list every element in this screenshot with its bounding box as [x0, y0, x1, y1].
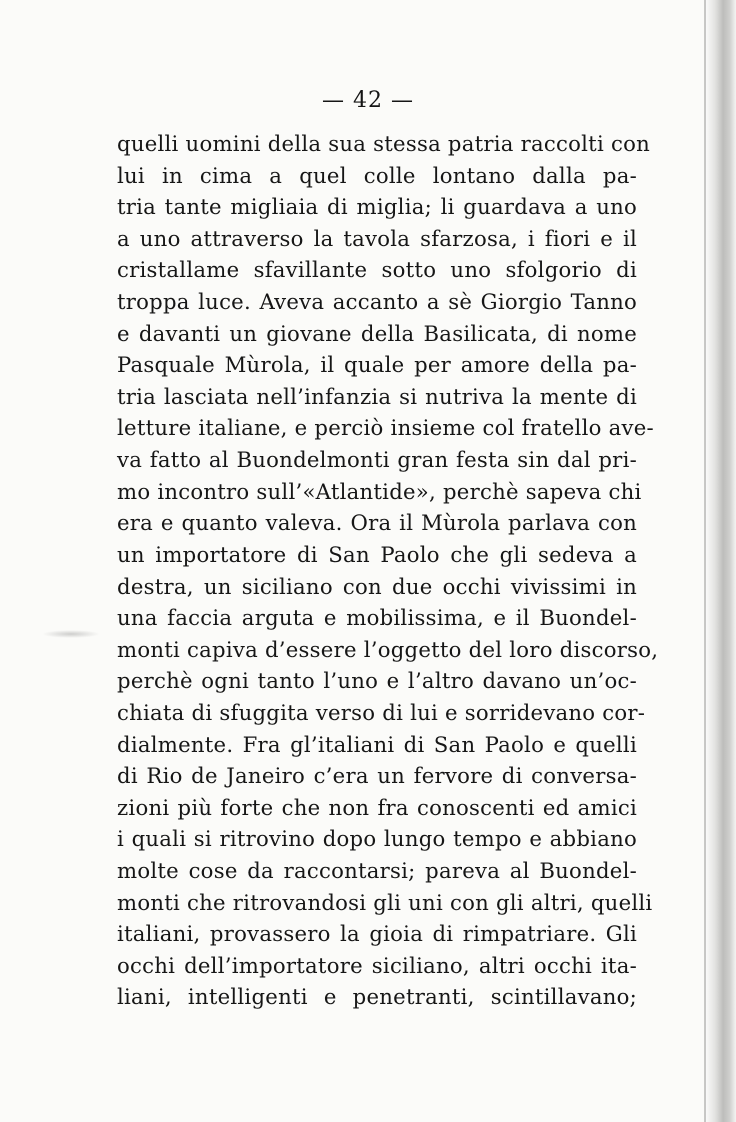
- text-line: di Rio de Janeiro c’era un fervore di conversa-: [117, 763, 637, 789]
- text-line: lui in cima a quel colle lontano dalla pa-: [117, 162, 637, 188]
- text-line: occhi dell’importatore siciliano, altri occhi ita-: [117, 952, 637, 978]
- text-line: chiata di sfuggita verso di lui e sorridevano cor-: [117, 699, 646, 725]
- text-line: destra, un siciliano con due occhi vivissimi in: [117, 573, 637, 599]
- text-line: Pasquale Mùrola, il quale per amore della pa-: [117, 352, 637, 378]
- page-number: — 42 —: [322, 88, 414, 113]
- ink-smudge: [42, 630, 100, 638]
- text-line: tria tante migliaia di miglia; li guardava a uno: [117, 194, 637, 220]
- text-line: tria lasciata nell’infanzia si nutriva la mente di: [117, 383, 637, 409]
- text-line: una faccia arguta e mobilissima, e il Buondel-: [117, 605, 637, 631]
- text-line: e davanti un giovane della Basilicata, di nome: [117, 320, 637, 346]
- text-line: troppa luce. Aveva accanto a sè Giorgio Tanno: [117, 289, 637, 315]
- text-line: letture italiane, e perciò insieme col fratello ave-: [117, 415, 654, 441]
- page-binding-edge: [704, 0, 736, 1122]
- text-line: i quali si ritrovino dopo lungo tempo e abbiano: [117, 826, 637, 852]
- text-line: va fatto al Buondelmonti gran festa sin dal pri-: [117, 447, 637, 473]
- text-line: molte cose da raccontarsi; pareva al Buondel-: [117, 858, 637, 884]
- text-line: italiani, provassero la gioia di rimpatriare. Gli: [117, 921, 637, 947]
- text-line: mo incontro sull’«Atlantide», perchè sapeva chi: [117, 478, 642, 504]
- text-line: quelli uomini della sua stessa patria raccolti con: [117, 131, 650, 156]
- text-line: monti capiva d’essere l’oggetto del loro discorso,: [117, 636, 659, 662]
- text-line: perchè ogni tanto l’uno e l’altro davano un’oc-: [117, 668, 637, 694]
- text-line: cristallame sfavillante sotto uno sfolgorio di: [117, 257, 637, 283]
- text-line: monti che ritrovandosi gli uni con gli altri, quelli: [117, 889, 653, 915]
- text-line: liani, intelligenti e penetranti, scintillavano;: [117, 984, 637, 1010]
- text-line: dialmente. Fra gl’italiani di San Paolo e quelli: [117, 731, 637, 757]
- body-text: [117, 128, 659, 1013]
- page-edge-shadow: [704, 0, 706, 1122]
- text-line: un importatore di San Paolo che gli sedeva a: [117, 541, 637, 567]
- text-line: a uno attraverso la tavola sfarzosa, i fiori e il: [117, 225, 637, 251]
- text-line: zioni più forte che non fra conoscenti ed amici: [117, 794, 637, 820]
- text-line: era e quanto valeva. Ora il Mùrola parlava con: [117, 510, 637, 536]
